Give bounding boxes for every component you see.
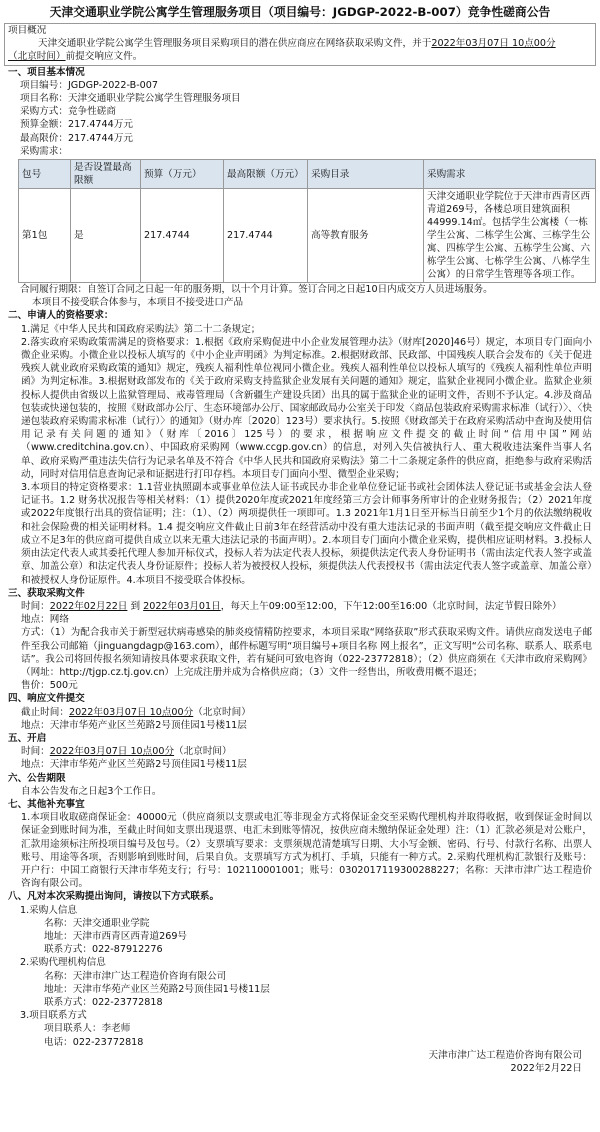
table-header: 是否设置最高限额 (71, 160, 141, 189)
s1-contract-term: 合同履行期限：自签订合同之日起一年的服务期，以十个月计算。签订合同之日起10日内成交方人员进场服务。 (20, 284, 493, 296)
overview-text-post: 前提交响应文件。 (65, 51, 143, 63)
s1-field-max-price: 最高限价：217.4744万元 (20, 132, 133, 144)
s2-para-2: 2.落实政府采购政策需满足的资格要求：1.根据《政府采购促进中小企业发展管理办法》（财库[2020]46号）规定，本项目专门面向小微企业采购。小微企业以投标人填写的《中小企业声明函》为判定标准。2.根据财政部、民政部、中国残疾人联合会发布的《关于促进残疾人就业政府采购政策的通知》规定，残疾人福利性单位视同小微企业。残疾人福利性单位以投标人填写的《残疾人福利性单位声明函》为判定标准。3.根据财政部发布的《关于政府采购支持监狱企业发展有关问题的通知》规定，监狱企业视同小微企业。监狱企业须投标人提供由省级以上监狱管理局、戒毒管理局（含新疆生产建设兵团）出具的属于监狱企业的证明文件，否则不予认定。4.涉及商品包装或快递包装的，按照《财政部办公厅、生态环境部办公厅、国家邮政局办公室关于印发〈商品包装政府采购需求标准（试行）〉、〈快递包装政府采购需求标准（试行）〉的通知》（财办库〔2020〕123号）要求执行。5.按照《财政部关于在政府采购活动中查询及使用信用记录有关问题的通知》（财库〔2016〕125号）的要求，根据响应文件提交的截止时间“信用中国”网站（www.creditchina.gov.cn）、中国政府采购网（www.ccgp.gov.cn）的信息，对列入失信被执行人、重大税收违法案件当事人名单、政府采购严重违法失信行为记录名单及不符合《中华人民共和国政府采购法》第二十二条规定条件的供应商，拒绝参与政府采购活动，同时对信用信息查询记录和证据进行打印存档。本项目专门面向小型、微型企业采购； (21, 336, 592, 480)
s6-text: 自本公告发布之日起3个工作日。 (21, 785, 162, 797)
procurement-table (18, 159, 596, 283)
s4-deadline-suffix: （北京时间） (193, 706, 251, 718)
signature-company: 天津市津广达工程造价咨询有限公司 (428, 1049, 582, 1061)
section-1-heading: 一、项目基本情况 (8, 66, 85, 78)
section-7-heading: 七、其他补充事宜 (8, 798, 85, 810)
s1-field-project-name: 项目名称：天津交通职业学院公寓学生管理服务项目 (20, 93, 241, 105)
overview-deadline: 2022年03月07日 10点00分 (431, 38, 556, 50)
s1-field-method: 采购方式：竞争性磋商 (20, 106, 116, 118)
s8-purchaser-phone: 联系方式：022-87912276 (44, 944, 163, 956)
s5-time-label: 时间： (21, 746, 50, 758)
overview-text-2 (8, 50, 591, 63)
s3-time-label: 时间： (21, 600, 50, 612)
signature-date: 2022年2月22日 (510, 1063, 582, 1075)
s7-text: 1.本项目收取磋商保证金：40000元（供应商须以支票或电汇等非现金方式将保证金交至采购代理机构并取得收据，收到保证金时间以保证金到账时间为准，至截止时间如支票出现退票、电汇未到账等情况，按供应商未缴纳保证金处理）注：（1）汇款必须是对公账户，汇款用途须标注所投项目编号及包号。（2）支票填写要求：支票须规范清楚填写日期、大小写金额、密码、行号、付款行名称、出票人账号、用途等各项，否则影响到账时间，后果自负。支票填写方式为机打、手填，只能有一种方式。2.采购代理机构汇款银行及账号：开户行：中国工商银行天津市华苑支行；行号：102110001001；账号：0302017119300288227；名称：天津市津广达工程造价咨询有限公司。 (21, 812, 592, 890)
table-row (19, 189, 596, 283)
s8-agency-phone: 联系方式：022-23772818 (44, 997, 163, 1008)
table-header: 采购目录 (308, 160, 424, 189)
section-5-heading: 五、开启 (8, 732, 47, 744)
s8-contact-person: 项目联系人：李老师 (44, 1023, 131, 1035)
s2-para-3: 3.本项目的特定资格要求：1.1营业执照副本或事业单位法人证书或民办非企业单位登记证书或社会团体法人登记证书或基金会法人登记证书。1.2 财务状况报告等相关材料：（1）提供2020年度或2021年度经第三方会计师事务所审计的企业财务报告；（2）2021年度或2022年度银行出具的资信证明；注：（1）、（2）两项提供任一项即可。1.3 2021年1月1日至开标当日前至少1个月的依法缴纳税收和社会保险费的相关证明材料。1.4 提交响应文件截止日前3年在经营活动中没有重大违法记录的书面声明（截至提交响应文件截止日成立不足3年的供应商可提供自成立以来无重大违法记录的书面声明）。2.本项目专门面向小微企业采购，提供相应证明材料。3.投标人须由法定代表人或其委托代理人参加开标仪式，投标人若为法定代表人投标，须提供法定代表人身份证明书（需由法定代表人签字或盖章、加盖公章）和法定代表人身份证原件；投标人若为被授权人投标，须提供法人代表授权书（需由法定代表人签字或盖章、加盖公章）和被授权人身份证原件。4.本项目不接受联合体投标。 (21, 482, 592, 586)
s5-time-value: 2022年03月07日 10点00分 (49, 746, 175, 758)
section-2-heading: 二、申请人的资格要求： (8, 310, 114, 322)
s8-agency-name: 名称：天津市津广达工程造价咨询有限公司 (44, 970, 227, 982)
s8-purchaser-title: 1.采购人信息 (20, 904, 78, 916)
s1-consortium-note: 本项目不接受联合体参与，本项目不接受进口产品 (32, 297, 244, 309)
s3-time-to: 到 (127, 600, 144, 612)
s2-para-1: 1.满足《中华人民共和国政府采购法》第二十二条规定； (21, 323, 261, 335)
section-4-heading: 四、响应文件提交 (8, 693, 85, 705)
table-cell: 第1包 (19, 189, 71, 283)
announcement-page (4, 0, 596, 1075)
table-header: 采购需求 (424, 160, 596, 189)
s4-deadline-label: 截止时间： (21, 706, 69, 718)
table-header: 最高限额（万元） (224, 160, 308, 189)
table-cell: 天津交通职业学院位于天津市西青区西青道269号，各楼总项目建筑面积44999.14㎡。包括学生公寓楼（一栋学生公寓、二栋学生公寓、三栋学生公寓、四栋学生公寓、五栋学生公寓、六栋学生公寓、七栋学生公寓、八栋学生公寓）的日常学生管理等各项工作。 (424, 189, 596, 283)
s8-contact-title: 3.项目联系方式 (20, 1010, 87, 1022)
section-3-heading: 三、获取采购文件 (8, 587, 85, 599)
section-6-heading: 六、公告期限 (8, 772, 66, 784)
s3-price: 售价：500元 (21, 680, 78, 692)
table-header-row (19, 160, 596, 189)
s1-field-project-number: 项目编号：JGDGP-2022-B-007 (20, 79, 158, 91)
project-overview-box (4, 23, 596, 66)
s1-field-budget: 预算金额：217.4744万元 (20, 119, 133, 131)
s5-time-suffix: （北京时间） (174, 746, 232, 758)
overview-heading: 项目概况 (8, 25, 47, 36)
s1-field-requirements: 采购需求： (20, 145, 68, 157)
s8-agency-title: 2.采购代理机构信息 (20, 957, 106, 969)
section-8-heading: 八、凡对本次采购提出询问，请按以下方式联系。 (8, 891, 220, 903)
s3-time-start: 2022年02月22日 (49, 600, 128, 612)
s4-place: 地点：天津市华苑产业区兰苑路2号顶佳园1号楼11层 (21, 719, 247, 731)
page-title: 天津交通职业学院公寓学生管理服务项目（项目编号：JGDGP-2022-B-007）竞争性磋商公告 (49, 5, 551, 19)
table-cell: 217.4744 (224, 189, 308, 283)
s3-method: 方式：（1）为配合我市关于新型冠状病毒感染的肺炎疫情精防控要求，本项目采取“网络获取”形式获取采购文件。请供应商发送电子邮件至我公司邮箱（jinguangdagp@163.com），邮件标题写明“项目编号+项目名称 网上报名”，正文写明“公司名称、联系人、联系电话”。我公司将回传报名须知请按具体要求获取文件，若有疑问可致电咨询（022-23772818）；（2）供应商须在《天津市政府采购网》（网址：http://tjgp.cz.tj.gov.cn）上完成注册并成为合格供应商；（3）文件一经售出，所收费用概不退还； (21, 627, 592, 678)
s8-contact-phone: 电话：022-23772818 (44, 1036, 144, 1048)
overview-timezone: （北京时间） (8, 51, 66, 63)
s4-deadline-value: 2022年03月07日 10点00分 (68, 706, 194, 718)
s8-agency-address: 地址：天津市华苑产业区兰苑路2号顶佳园1号楼11层 (44, 983, 270, 995)
s8-purchaser-name: 名称：天津交通职业学院 (44, 917, 150, 929)
overview-text (8, 37, 591, 50)
table-header: 包号 (19, 160, 71, 189)
overview-text-pre: 天津交通职业学院公寓学生管理服务项目采购项目的潜在供应商应在网络获取采购文件，并于 (38, 38, 432, 50)
s3-time-end: 2022年03月01日 (143, 600, 221, 612)
s3-place: 地点：网络 (21, 614, 69, 626)
table-header: 预算（万元） (141, 160, 224, 189)
table-cell: 217.4744 (141, 189, 224, 283)
s3-time-rest: ，每天上午09:00至12:00，下午12:00至16:00（北京时间，法定节假日除外） (220, 600, 562, 612)
s5-place: 地点：天津市华苑产业区兰苑路2号顶佳园1号楼11层 (21, 759, 247, 771)
s3-time (4, 600, 596, 613)
table-cell: 是 (71, 189, 141, 283)
s4-deadline (4, 706, 596, 719)
table-cell: 高等教育服务 (308, 189, 424, 283)
s8-purchaser-address: 地址：天津市西青区西青道269号 (44, 930, 188, 942)
s5-time (4, 745, 596, 758)
